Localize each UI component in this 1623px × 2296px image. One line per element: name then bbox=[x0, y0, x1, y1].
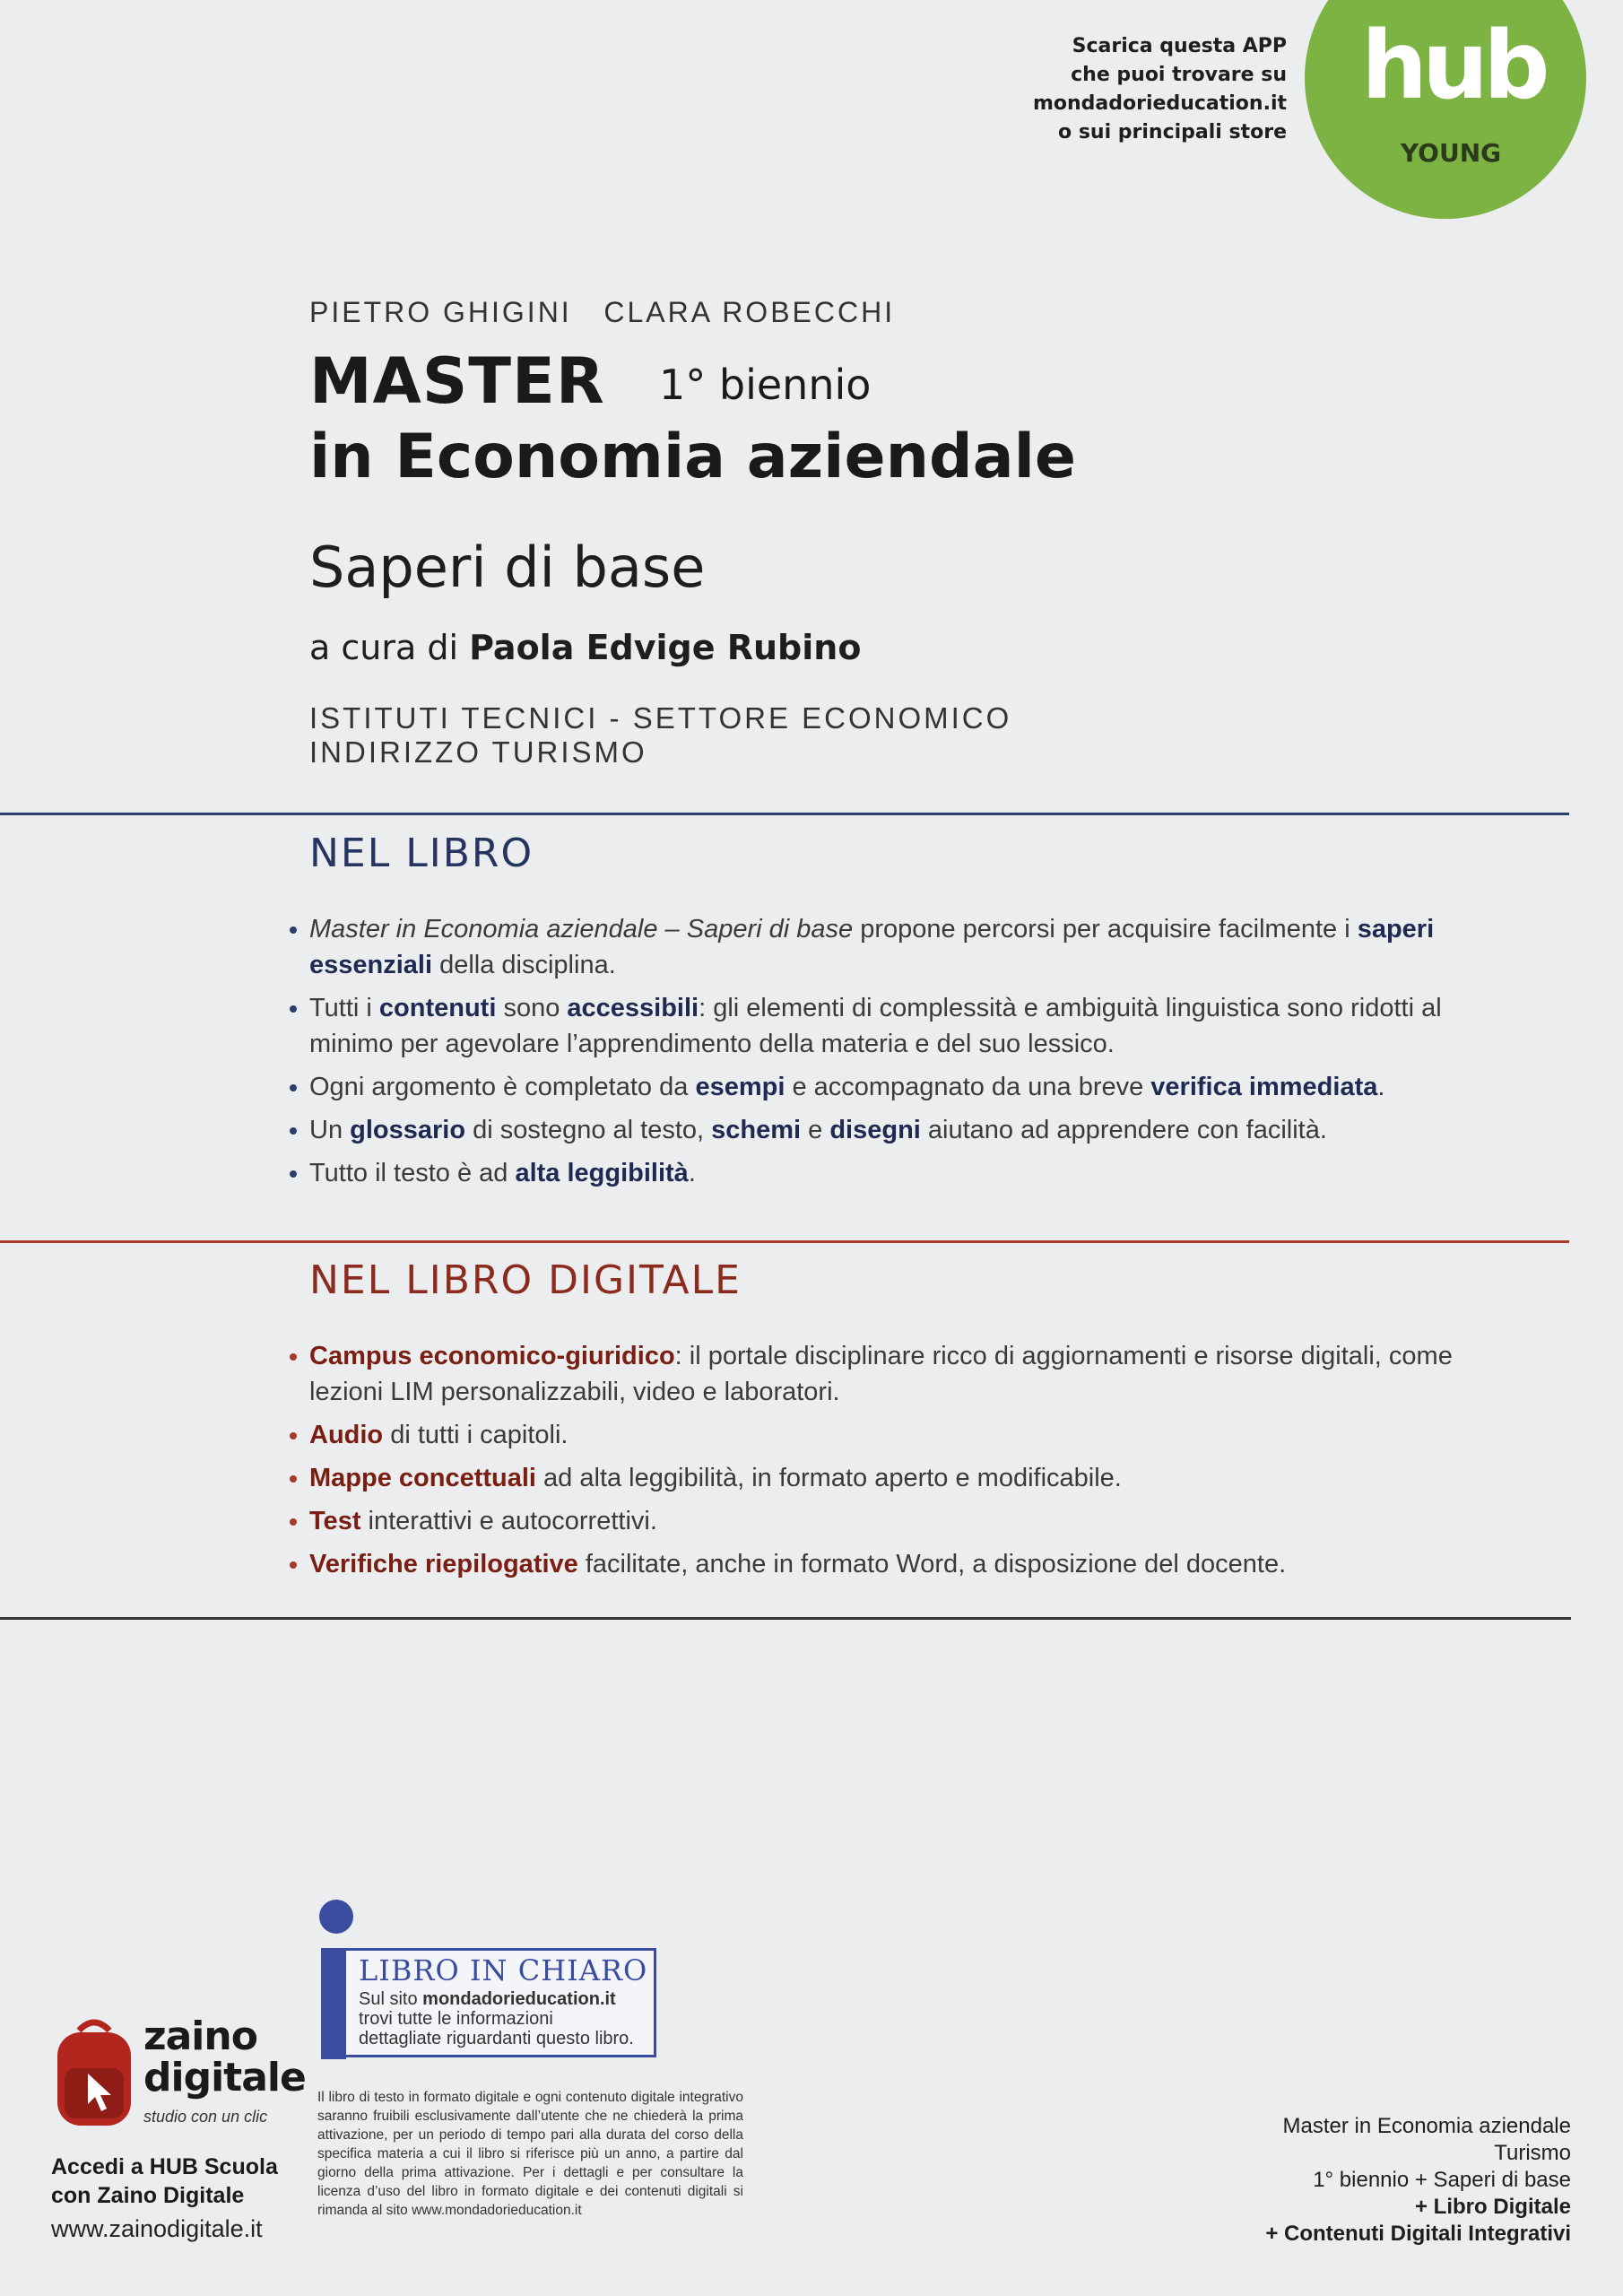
list-item-text: Mappe concettuali bbox=[309, 1464, 536, 1492]
list-item-text: sono bbox=[496, 994, 568, 1022]
list-item-text: di sostegno al testo, bbox=[465, 1116, 712, 1144]
section-divider bbox=[0, 813, 1569, 815]
list-item-text: della disciplina. bbox=[432, 951, 616, 979]
list-item bbox=[309, 1069, 1502, 1105]
list-item bbox=[309, 1112, 1502, 1148]
app-promo-line[interactable]: mondadorieducation.it bbox=[1032, 92, 1287, 115]
list-item-text: Master in Economia aziendale – Saperi di base bbox=[309, 915, 854, 944]
zaino-url-link[interactable]: www.zainodigitale.it bbox=[51, 2215, 263, 2242]
libro-in-chiaro-line: dettagliate riguardanti questo libro. bbox=[359, 2029, 634, 2048]
list-item-text: aiutano ad apprendere con facilità. bbox=[920, 1116, 1327, 1144]
list-item-text: contenuti bbox=[378, 994, 497, 1022]
zaino-tagline: studio con un clic bbox=[143, 2108, 268, 2126]
backpack-cursor-icon bbox=[52, 2014, 136, 2127]
list-item bbox=[309, 990, 1502, 1062]
section-divider bbox=[0, 1617, 1571, 1620]
list-item-text: . bbox=[688, 1159, 696, 1187]
list-item-text: esempi bbox=[695, 1073, 785, 1101]
list-item bbox=[309, 1338, 1502, 1410]
book-subtitle: Saperi di base bbox=[309, 535, 706, 600]
list-item-text: disegni bbox=[829, 1116, 921, 1144]
list-item bbox=[309, 1155, 1502, 1191]
zaino-access-line: Accedi a HUB Scuola bbox=[51, 2154, 278, 2179]
product-info-line: Turismo bbox=[1494, 2141, 1571, 2165]
chiaro-site-link[interactable]: mondadorieducation.it bbox=[422, 1989, 616, 2009]
list-item-text: interattivi e autocorrettivi. bbox=[360, 1507, 657, 1535]
zaino-word: zaino bbox=[143, 2013, 257, 2059]
section-heading-nel-libro: NEL LIBRO bbox=[309, 831, 534, 876]
list-item bbox=[309, 911, 1502, 983]
libro-in-chiaro-line bbox=[359, 1989, 616, 2009]
list-item-text: Campus economico-giuridico bbox=[309, 1342, 675, 1370]
book-curator bbox=[309, 628, 861, 667]
school-type: ISTITUTI TECNICI - SETTORE ECONOMICO bbox=[309, 701, 1012, 735]
hub-young-label: YOUNG bbox=[1400, 138, 1502, 168]
product-info-line: + Libro Digitale bbox=[1414, 2195, 1571, 2219]
nel-libro-list bbox=[309, 911, 1502, 1198]
list-item-text: Un bbox=[309, 1116, 351, 1144]
zaino-digitale-logo bbox=[143, 2013, 306, 2100]
list-item-text: di tutti i capitoli. bbox=[383, 1421, 568, 1449]
section-divider bbox=[0, 1240, 1569, 1243]
license-notice: Il libro di testo in formato digitale e ogni contenuto digitale integrativo saranno fruibili esclusivamente dall’utente che ne chiederà la prima attivazione, per un periodo di tempo pari alla durata del corso della specifica materia a cui il libro si riferisce più un anno, a partire dal giorno della prima attivazione. Per i dettagli e per consultare la licenza d’uso del libro in formato digitale e dei contenuti digitali si rimanda al sito www.mondadorieducation.it bbox=[317, 2090, 743, 2218]
list-item-text: : gli elementi di complessità e ambiguità linguistica sono ridotti al minimo per agevolare l’apprendimento della materia e del suo lessico. bbox=[309, 994, 1442, 1058]
chiaro-prefix: Sul sito bbox=[359, 1989, 423, 2009]
list-item-text: Test bbox=[309, 1507, 361, 1535]
list-item-text: Tutto il testo è ad bbox=[309, 1159, 516, 1187]
list-item-text: propone percorsi per acquisire facilmente i bbox=[853, 915, 1358, 944]
book-title-master: MASTER bbox=[309, 344, 605, 418]
list-item-text: accessibili bbox=[567, 994, 699, 1022]
school-track: INDIRIZZO TURISMO bbox=[309, 735, 647, 769]
zaino-access-line: con Zaino Digitale bbox=[51, 2183, 245, 2208]
digitale-word: digitale bbox=[143, 2055, 306, 2100]
book-title-level: 1° biennio bbox=[659, 361, 872, 409]
list-item-text: Tutti i bbox=[309, 994, 379, 1022]
app-promo-line: Scarica questa APP bbox=[1072, 35, 1287, 57]
product-info-line: + Contenuti Digitali Integrativi bbox=[1265, 2222, 1571, 2246]
list-item-text: glossario bbox=[350, 1116, 466, 1144]
product-info-line: 1° biennio + Saperi di base bbox=[1313, 2168, 1571, 2192]
list-item bbox=[309, 1546, 1502, 1582]
book-title-economia: in Economia aziendale bbox=[309, 422, 1077, 492]
app-promo-line: o sui principali store bbox=[1058, 121, 1287, 144]
section-heading-nel-libro-digitale: NEL LIBRO DIGITALE bbox=[309, 1257, 742, 1303]
curator-prefix: a cura di bbox=[309, 628, 470, 667]
book-authors: PIETRO GHIGINI CLARA ROBECCHI bbox=[309, 296, 896, 328]
product-info-line: Master in Economia aziendale bbox=[1282, 2114, 1571, 2138]
app-promo-text bbox=[910, 32, 1287, 147]
list-item bbox=[309, 1503, 1502, 1539]
list-item-text: Verifiche riepilogative bbox=[309, 1550, 578, 1578]
app-promo-line: che puoi trovare su bbox=[1071, 64, 1287, 86]
list-item-text: . bbox=[1377, 1073, 1385, 1101]
list-item-text: saperi essenziali bbox=[309, 915, 1435, 979]
list-item-text: facilitate, anche in formato Word, a disposizione del docente. bbox=[577, 1550, 1287, 1578]
list-item-text: : il portale disciplinare ricco di aggiornamenti e risorse digitali, come lezioni LIM personalizzabili, video e laboratori. bbox=[309, 1342, 1453, 1406]
list-item bbox=[309, 1417, 1502, 1453]
info-i-dot-icon bbox=[319, 1900, 353, 1934]
libro-in-chiaro-line: trovi tutte le informazioni bbox=[359, 2009, 553, 2029]
libro-in-chiaro-title: LIBRO IN CHIARO bbox=[359, 1953, 648, 1987]
info-i-stem-icon bbox=[321, 1948, 346, 2059]
list-item-text: e bbox=[801, 1116, 830, 1144]
list-item bbox=[309, 1460, 1502, 1496]
list-item-text: e accompagnato da una breve bbox=[785, 1073, 1151, 1101]
list-item-text: ad alta leggibilità, in formato aperto e modificabile. bbox=[536, 1464, 1122, 1492]
hub-logo: hub bbox=[1361, 11, 1545, 120]
list-item-text: Ogni argomento è completato da bbox=[309, 1073, 696, 1101]
list-item-text: alta leggibilità bbox=[515, 1159, 689, 1187]
list-item-text: schemi bbox=[711, 1116, 802, 1144]
nel-libro-digitale-list bbox=[309, 1338, 1502, 1589]
curator-name: Paola Edvige Rubino bbox=[469, 628, 862, 667]
list-item-text: Audio bbox=[309, 1421, 384, 1449]
list-item-text: verifica immediata bbox=[1150, 1073, 1378, 1101]
